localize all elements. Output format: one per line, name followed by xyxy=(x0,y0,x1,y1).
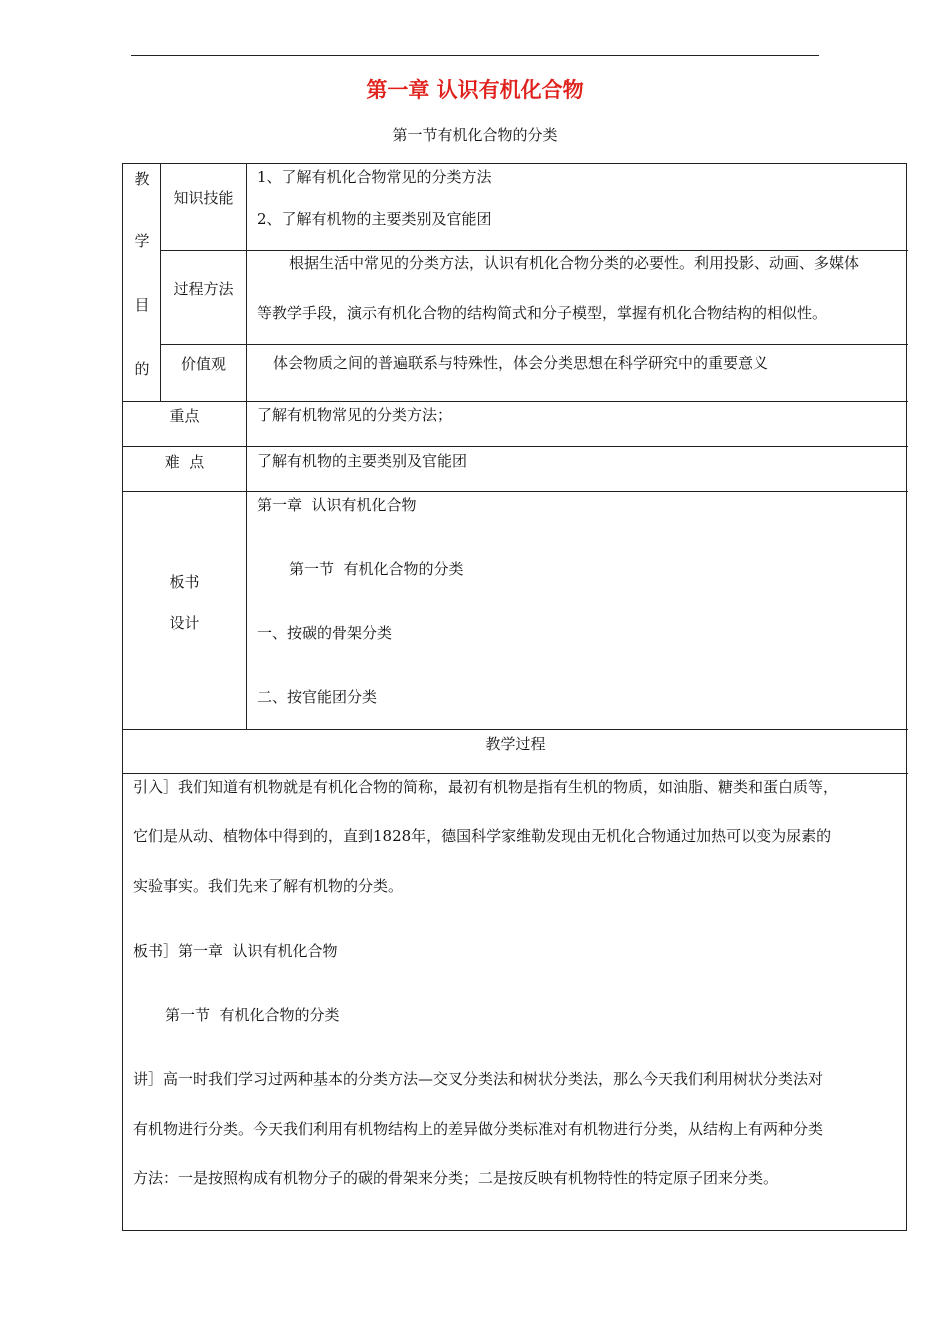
chapter-title: 第一章 认识有机化合物 xyxy=(366,78,584,102)
row-divider xyxy=(123,446,908,447)
intro-line: 它们是从动、植物体中得到的，直到1828年，德国科学家维勒发现由无机化合物通过加热可以变为尿素的 xyxy=(133,827,832,845)
process-text-line: 根据生活中常见的分类方法，认识有机化合物分类的必要性。利用投影、动画、多媒体 xyxy=(289,254,860,272)
board-label: 设计 xyxy=(169,614,200,632)
values-label: 价值观 xyxy=(180,355,226,373)
process-text-line: 等教学手段，演示有机化合物的结构简式和分子模型，掌握有机化合物结构的相似性。 xyxy=(257,304,828,322)
lesson-plan-table xyxy=(122,163,907,1231)
values-text: 体会物质之间的普遍联系与特殊性，体会分类思想在科学研究中的重要意义 xyxy=(273,354,769,372)
objectives-side-label-char: 的 xyxy=(134,360,150,378)
board-note-line: 第一节 有机化合物的分类 xyxy=(165,1006,340,1024)
row-divider xyxy=(123,773,908,774)
objectives-side-label-char: 学 xyxy=(134,232,150,250)
board-line: 第一章 认识有机化合物 xyxy=(257,496,417,514)
row-divider xyxy=(123,491,908,492)
row-divider xyxy=(123,729,908,730)
board-note-line: 板书］第一章 认识有机化合物 xyxy=(133,942,338,960)
process-label: 过程方法 xyxy=(173,280,234,298)
knowledge-item: 1、了解有机化合物常见的分类方法 xyxy=(257,168,492,186)
lecture-line: 有机物进行分类。今天我们利用有机物结构上的差异做分类标准对有机物进行分类，从结构上有两种分类 xyxy=(133,1120,824,1138)
knowledge-item: 2、了解有机物的主要类别及官能团 xyxy=(257,210,492,228)
section-subtitle: 第一节有机化合物的分类 xyxy=(392,126,558,144)
difficulty-text: 了解有机物的主要类别及官能团 xyxy=(257,452,468,470)
process-section-heading: 教学过程 xyxy=(485,735,546,753)
lecture-line: 讲］高一时我们学习过两种基本的分类方法—交叉分类法和树状分类法，那么今天我们利用树状分类法对 xyxy=(133,1070,824,1088)
intro-line: 实验事实。我们先来了解有机物的分类。 xyxy=(133,877,404,895)
board-line: 二、按官能团分类 xyxy=(257,688,378,706)
row-divider xyxy=(123,401,908,402)
header-rule xyxy=(131,55,819,56)
board-label: 板书 xyxy=(169,573,200,591)
lecture-line: 方法：一是按照构成有机物分子的碳的骨架来分类；二是按反映有机物特性的特定原子团来分类。 xyxy=(133,1169,779,1187)
knowledge-label: 知识技能 xyxy=(173,189,234,207)
board-line: 第一节 有机化合物的分类 xyxy=(289,560,464,578)
row-divider xyxy=(160,250,908,251)
intro-line: 引入］我们知道有机物就是有机化合物的简称，最初有机物是指有生机的物质，如油脂、糖类和蛋白质等， xyxy=(133,778,839,796)
key-point-label: 重点 xyxy=(169,407,200,425)
board-line: 一、按碳的骨架分类 xyxy=(257,624,393,642)
key-point-text: 了解有机物常见的分类方法； xyxy=(257,406,453,424)
objectives-side-label-char: 目 xyxy=(134,296,150,314)
difficulty-label: 难 点 xyxy=(164,453,205,471)
row-divider xyxy=(160,344,908,345)
objectives-side-label-char: 教 xyxy=(134,170,150,188)
